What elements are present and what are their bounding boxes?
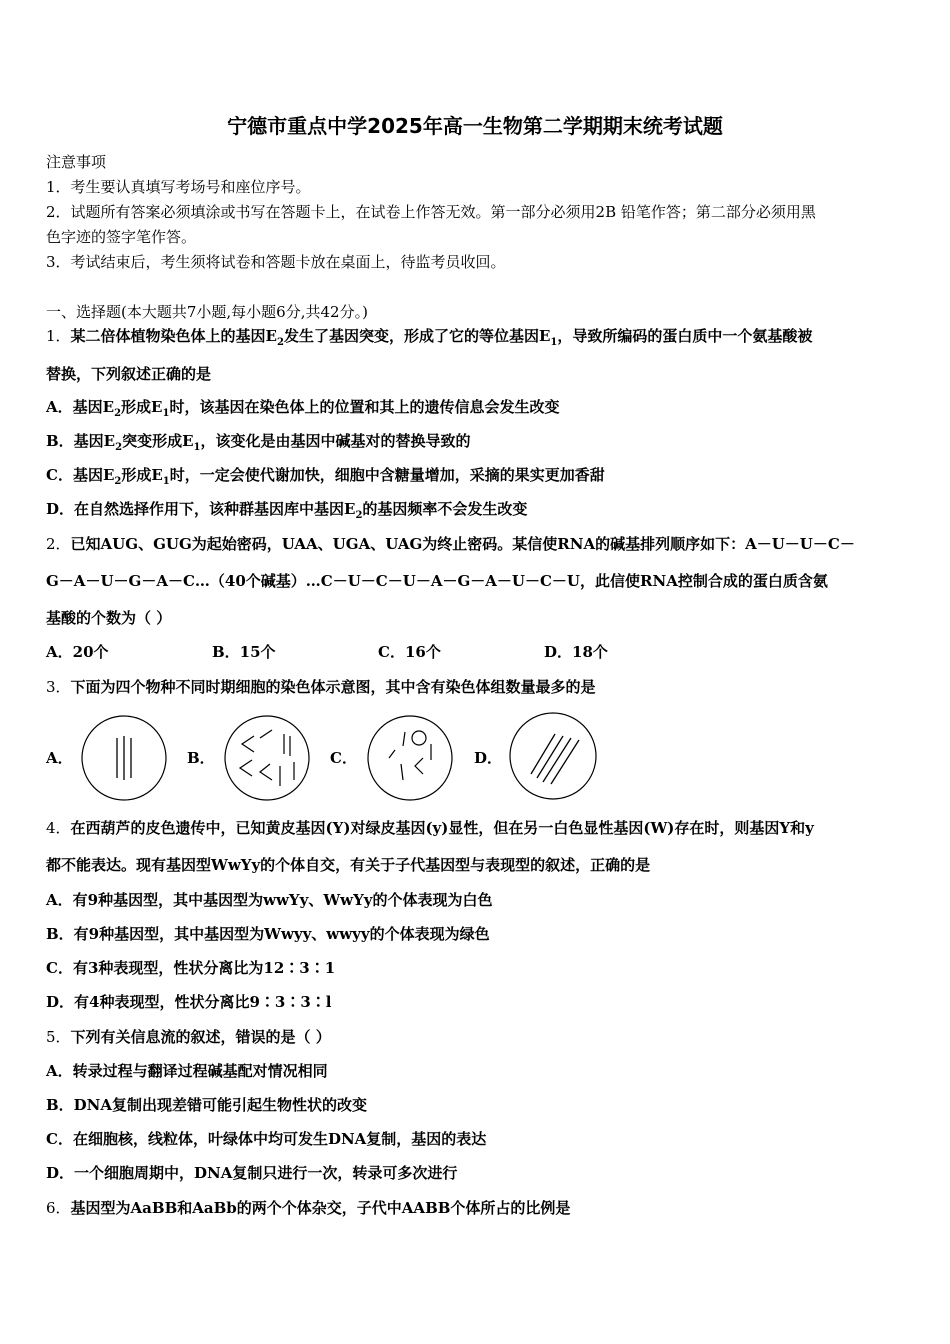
question-3-stem: 3．下面为四个物种不同时期细胞的染色体示意图，其中含有染色体组数量最多的是: [46, 678, 596, 696]
question-1-option-b: B．基因$E_2$突变形成$E_1$，该变化是由基因中碱基对的替换导致的: [46, 432, 471, 453]
notice-heading: 注意事项: [46, 153, 107, 171]
question-5-option-c: C．在细胞核，线粒体，叶绿体中均可发生DNA复制，基因的表达: [46, 1130, 487, 1148]
question-1-stem: 1．某二倍体植物染色体上的基因$E_2$发生了基因突变，形成了它的等位基因$E_1$，导致所编码的蛋白质中一个氨基酸被: [46, 327, 813, 348]
question-2-stem-cont: G－A－U－G－A－C…（40个碱基）…C－U－C－U－A－G－A－U－C－U，此信使RNA控制合成的蛋白质含氨: [46, 572, 828, 590]
exam-title: 宁德市重点中学2025年高一生物第二学期期末统考试题: [227, 114, 723, 138]
question-5-option-d: D．一个细胞周期中，DNA复制只进行一次，转录可多次进行: [46, 1164, 458, 1182]
question-5-option-b: B．DNA复制出现差错可能引起生物性状的改变: [46, 1096, 368, 1114]
section-heading: 一、选择题(本大题共7小题,每小题6分,共42分。): [46, 303, 368, 321]
notice-item-3: 3．考试结束后，考生须将试卷和答题卡放在桌面上，待监考员收回。: [46, 253, 506, 271]
question-5-stem: 5．下列有关信息流的叙述，错误的是（ ）: [46, 1028, 331, 1046]
question-4-option-b: B．有9种基因型，其中基因型为Wwyy、wwyy的个体表现为绿色: [46, 925, 490, 943]
question-4-stem: 4．在西葫芦的皮色遗传中，已知黄皮基因(Y)对绿皮基因(y)显性，但在另一白色显性基因(W)存在时，则基因Y和y: [46, 819, 814, 837]
question-3-label-a: A．: [46, 749, 73, 767]
question-3-label-d: D．: [474, 749, 503, 767]
question-2-option-d: D．18个: [544, 643, 608, 661]
notice-item-2: 2．试题所有答案必须填涂或书写在答题卡上，在试卷上作答无效。第一部分必须用2B 铅笔作答；第二部分必须用黑: [46, 203, 816, 221]
question-4-stem-cont: 都不能表达。现有基因型WwYy的个体自交，有关于子代基因型与表现型的叙述，正确的是: [46, 856, 651, 874]
question-4-option-d: D．有4种表现型，性状分离比9∶3∶3∶l: [46, 993, 332, 1011]
cell-diagram-a: [80, 714, 168, 802]
question-2-options: [46, 642, 710, 662]
question-6-stem: 6．基因型为AaBB和AaBb的两个个体杂交，子代中AABB个体所占的比例是: [46, 1199, 571, 1217]
question-2-option-c: C．16个: [378, 643, 441, 661]
question-5-option-a: A．转录过程与翻译过程碱基配对情况相同: [46, 1062, 328, 1080]
question-3-label-c: C．: [330, 749, 357, 767]
notice-item-2-cont: 色字迹的签字笔作答。: [46, 228, 197, 246]
question-1-option-d: D．在自然选择作用下，该种群基因库中基因$E_2$的基因频率不会发生改变: [46, 500, 528, 521]
cell-diagram-b: [222, 714, 312, 802]
cell-diagram-c: [365, 714, 455, 802]
question-1-option-c: C．基因$E_2$形成$E_1$时，一定会使代谢加快，细胞中含糖量增加，采摘的果实更加香甜: [46, 466, 605, 487]
question-2-option-a: A．20个: [46, 643, 109, 661]
question-4-option-a: A．有9种基因型，其中基因型为wwYy、WwYy的个体表现为白色: [46, 891, 493, 909]
question-2-stem: 2．已知AUG、GUG为起始密码，UAA、UGA、UAG为终止密码。某信使RNA的碱基排列顺序如下：A－U－U－C－: [46, 535, 855, 553]
question-3-label-b: B．: [187, 749, 215, 767]
notice-item-1: 1．考生要认真填写考场号和座位序号。: [46, 178, 311, 196]
question-1-stem-cont: 替换，下列叙述正确的是: [46, 365, 212, 383]
question-2-option-b: B．15个: [212, 643, 276, 661]
cell-diagram-d: [507, 710, 599, 802]
question-4-option-c: C．有3种表现型，性状分离比为12∶3∶1: [46, 959, 336, 977]
question-2-stem-end: 基酸的个数为（ ）: [46, 609, 172, 627]
question-1-option-a: A．基因$E_2$形成$E_1$时，该基因在染色体上的位置和其上的遗传信息会发生改变: [46, 398, 560, 419]
